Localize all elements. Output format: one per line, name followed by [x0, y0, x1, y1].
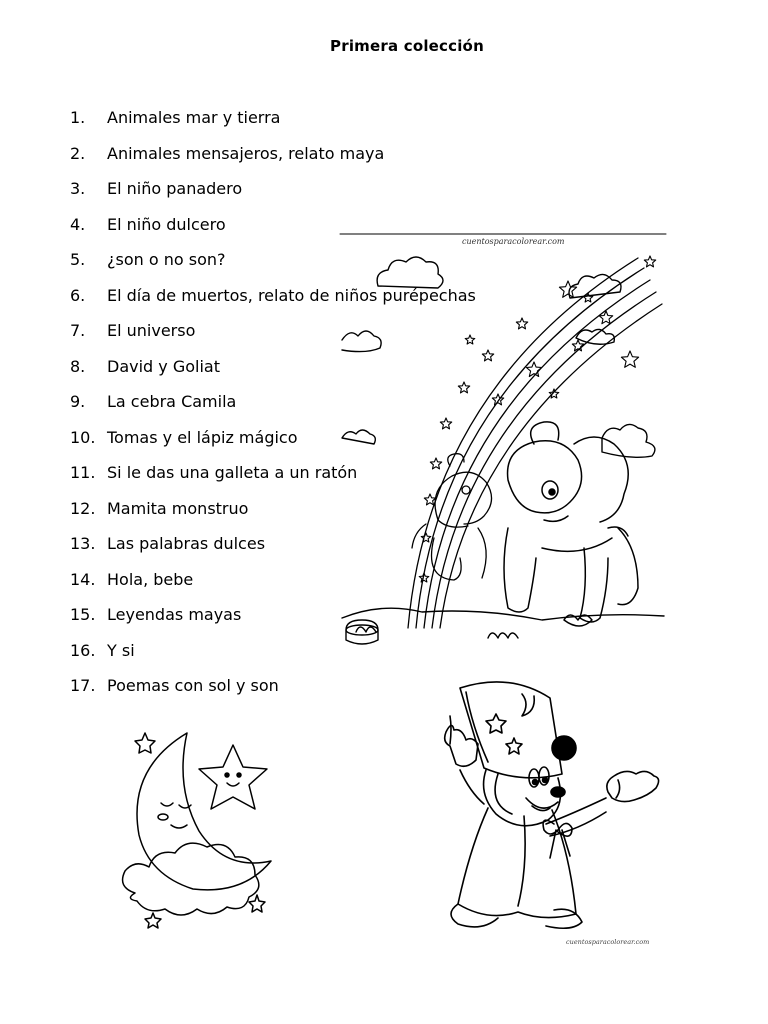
item-number: 7.: [70, 321, 86, 340]
sorcerer-mouse-illustration: [436, 674, 666, 954]
star-icon: [583, 293, 593, 302]
item-text: Si le das una galleta a un ratón: [107, 463, 358, 482]
list-item: [70, 674, 476, 710]
rainbow-watermark: cuentosparacolorear.com: [462, 237, 565, 246]
star-icon: [621, 351, 638, 367]
item-text: David y Goliat: [107, 356, 220, 376]
star-icon: [526, 362, 541, 377]
item-number: 2.: [70, 143, 86, 163]
item-number: 13.: [70, 534, 96, 553]
star-icon: [440, 418, 451, 429]
item-number: 12.: [70, 498, 96, 518]
item-text: Animales mensajeros, relato maya: [107, 143, 385, 163]
item-text: Las palabras dulces: [107, 534, 266, 553]
item-text: Leyendas mayas: [107, 605, 242, 624]
item-number: 17.: [70, 676, 96, 695]
item-text: Poemas con sol y son: [107, 676, 279, 695]
item-text: Tomas y el lápiz mágico: [107, 427, 298, 447]
item-number: 14.: [70, 569, 96, 589]
item-number: 3.: [70, 179, 86, 198]
star-icon: [644, 256, 655, 267]
item-text: La cebra Camila: [107, 392, 237, 411]
item-number: 10.: [70, 427, 96, 447]
item-text: ¿son o no son?: [107, 250, 226, 269]
star-icon: [559, 281, 576, 297]
star-icon: [516, 318, 527, 329]
list-item: [70, 142, 476, 178]
item-number: 9.: [70, 392, 86, 411]
item-text: El niño panadero: [107, 179, 243, 198]
item-text: Mamita monstruo: [107, 498, 249, 518]
item-number: 8.: [70, 356, 86, 376]
item-number: 16.: [70, 640, 96, 660]
page-title: Primera colección: [330, 37, 484, 55]
star-icon: [549, 389, 559, 398]
mickey-watermark: cuentosparacolorear.com: [566, 938, 650, 946]
item-text: El día de muertos, relato de niños purépechas: [107, 285, 476, 305]
rainbow-ponies-illustration: [338, 228, 668, 652]
star-icon: [465, 335, 475, 344]
item-text: El universo: [107, 321, 196, 340]
moon-star-illustration: [115, 725, 285, 940]
item-number: 5.: [70, 250, 86, 269]
item-text: Y si: [107, 640, 135, 660]
item-number: 15.: [70, 605, 96, 624]
item-number: 4.: [70, 214, 86, 234]
star-icon: [599, 311, 612, 324]
star-icon: [482, 350, 493, 361]
item-text: Animales mar y tierra: [107, 108, 281, 127]
item-number: 6.: [70, 285, 86, 305]
item-text: Hola, bebe: [107, 569, 194, 589]
list-item: [70, 106, 476, 142]
item-text: El niño dulcero: [107, 214, 226, 234]
star-icon: [419, 573, 429, 582]
item-number: 1.: [70, 108, 86, 127]
star-icon: [572, 340, 583, 351]
item-number: 11.: [70, 463, 96, 482]
list-item: [70, 177, 476, 213]
star-icon: [458, 382, 469, 393]
star-icon: [430, 458, 441, 469]
